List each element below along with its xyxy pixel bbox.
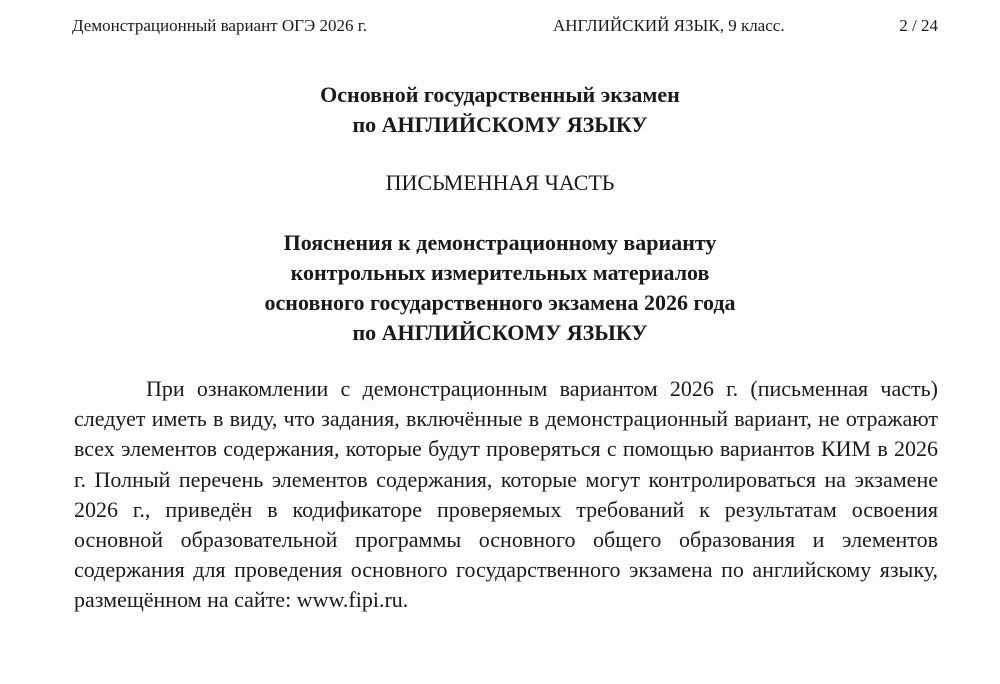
explanation-title-line-2: контрольных измерительных материалов — [290, 260, 710, 285]
section-label: ПИСЬМЕННАЯ ЧАСТЬ — [385, 170, 615, 195]
explanation-title-line-3: основного государственного экзамена 2026 года — [264, 290, 736, 315]
explanation-title — [0, 228, 1000, 348]
exam-title — [0, 80, 1000, 140]
exam-title-line-1: Основной государственный экзамен — [320, 82, 680, 107]
header-variant-label: Демонстрационный вариант ОГЭ 2026 г. — [72, 16, 367, 35]
header-page-number: 2 / 24 — [899, 16, 938, 35]
exam-title-line-2: по АНГЛИЙСКОМУ ЯЗЫКУ — [352, 112, 648, 137]
header-subject-label: АНГЛИЙСКИЙ ЯЗЫК, 9 класс. — [553, 16, 785, 35]
explanation-title-line-4: по АНГЛИЙСКОМУ ЯЗЫКУ — [352, 320, 648, 345]
body-paragraph: При ознакомлении с демонстрационным вариантом 2026 г. (письменная часть) следует иметь в виду, что задания, включённые в демонстрационный вариант, не отражают всех элементов содержания, которые будут проверяться с помощью вариантов КИМ в 2026 г. Полный перечень элементов содержания, которые могут контролироваться на экзамене 2026 г., приведён в кодификаторе проверяемых требований к результатам освоения основной образовательной программы основного общего образования и элементов содержания для проведения основного государственного экзамена по английскому языку, размещённом на сайте: www.fipi.ru. — [74, 376, 938, 613]
explanation-title-line-1: Пояснения к демонстрационному варианту — [283, 230, 717, 255]
running-header — [72, 14, 938, 38]
